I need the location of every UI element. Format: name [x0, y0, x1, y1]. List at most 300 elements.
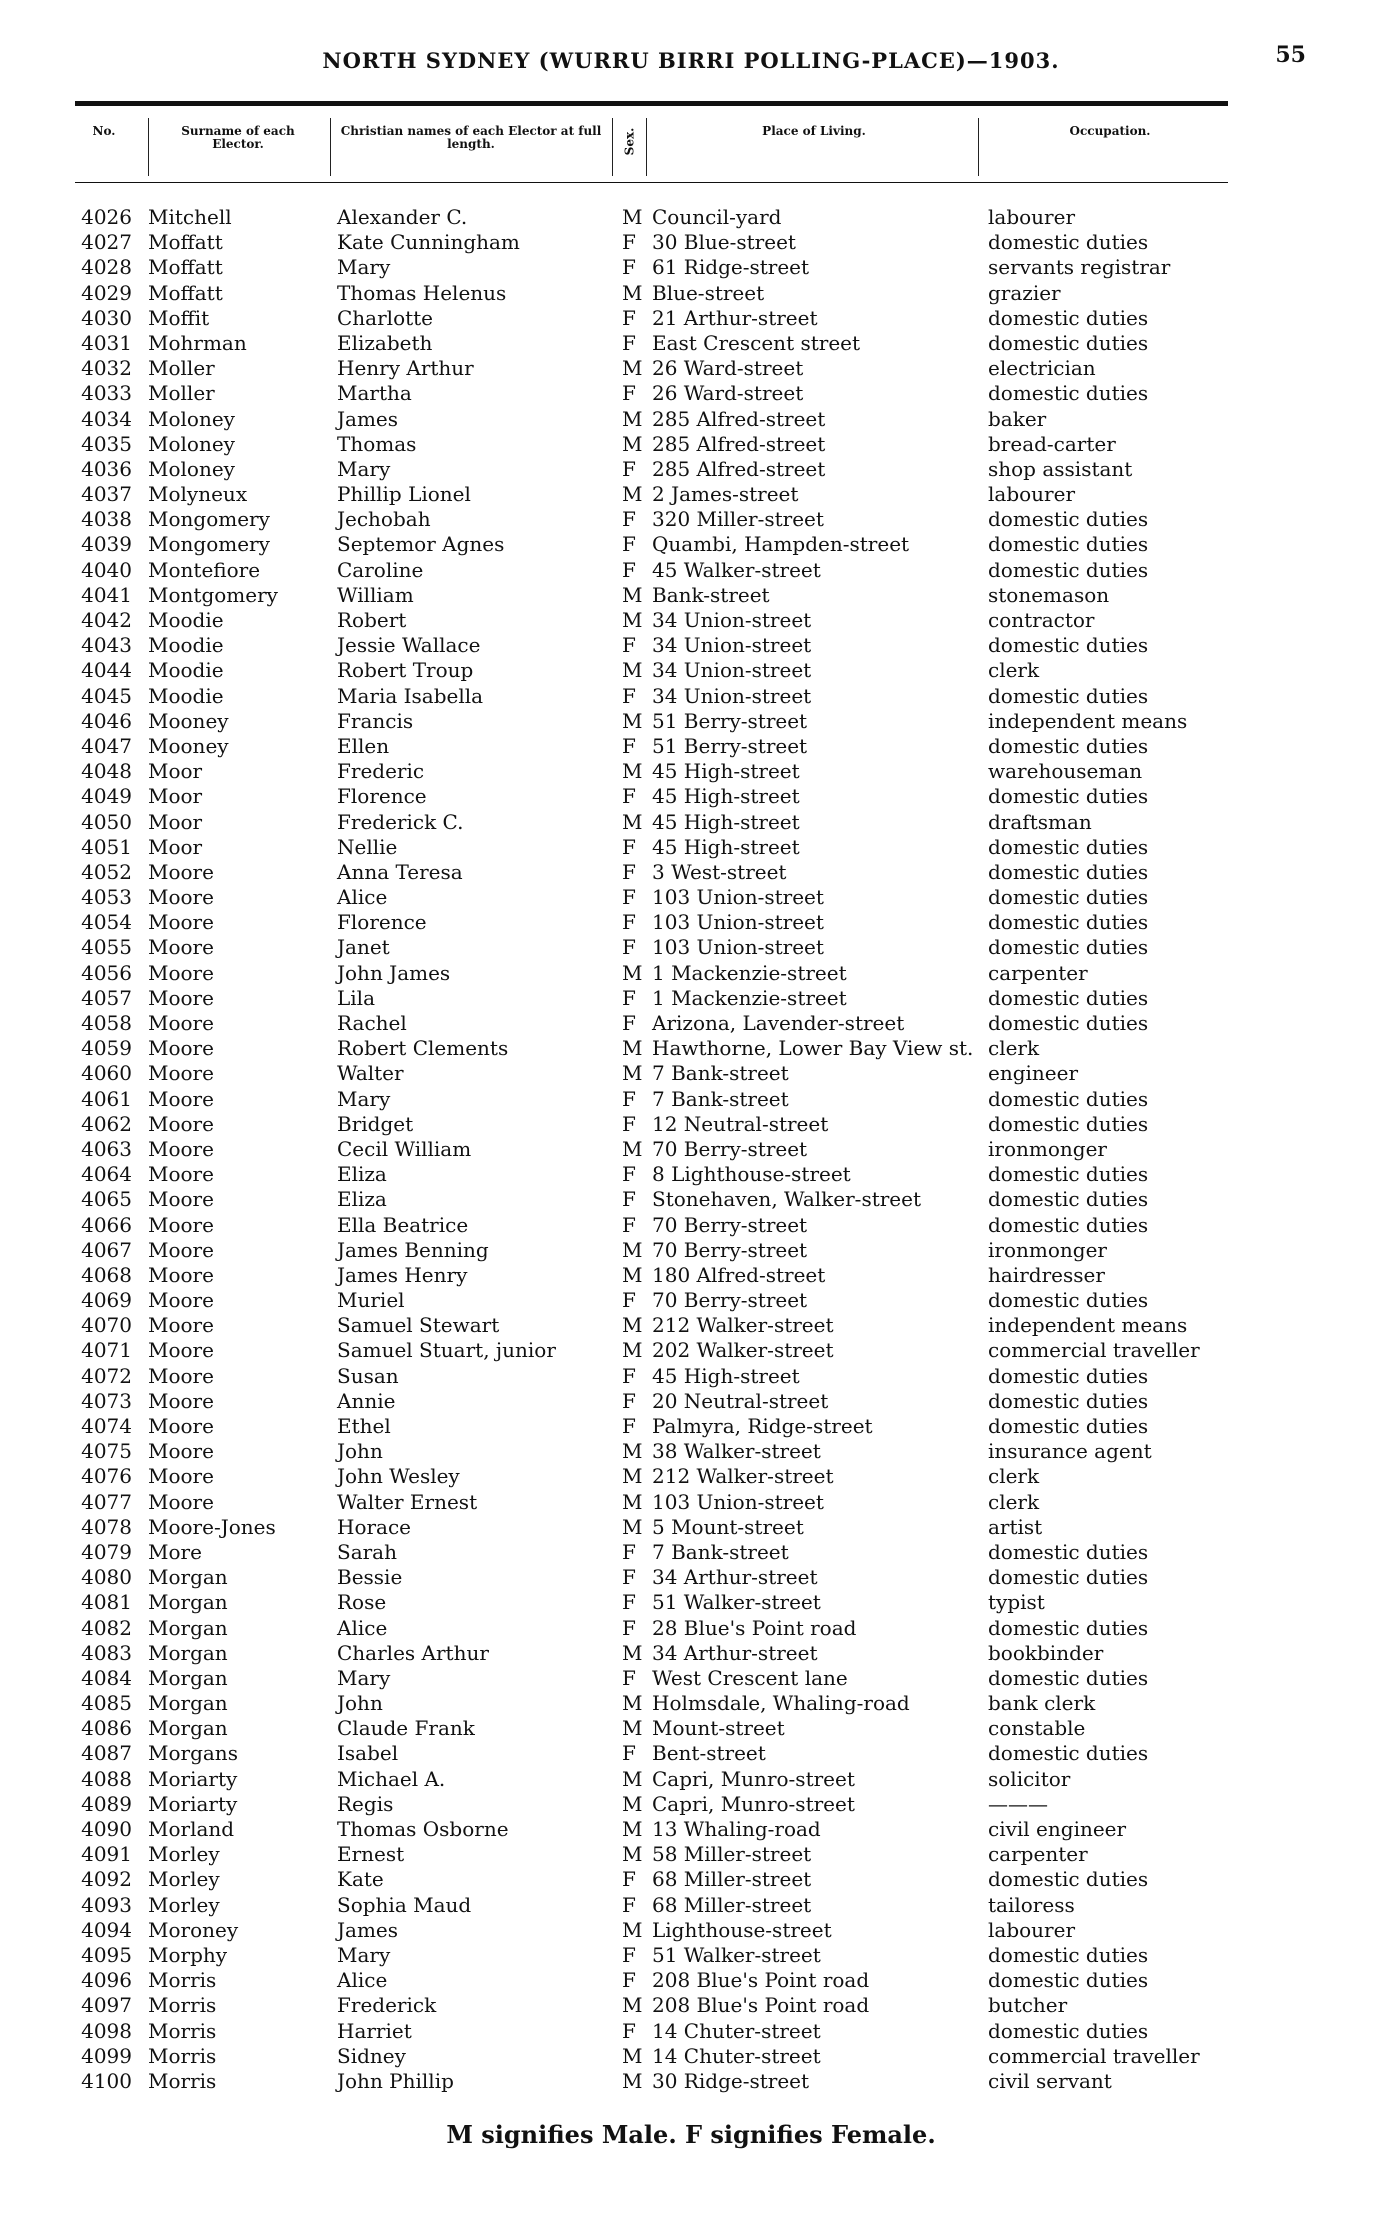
table-row: [0, 1061, 1382, 1086]
elector-number: 4058: [81, 1011, 132, 1035]
place-of-living: 20 Neutral-street: [652, 1388, 829, 1413]
table-row: [0, 1540, 1382, 1565]
elector-list: [0, 205, 1382, 2094]
surname: Moore: [148, 1363, 214, 1388]
place-of-living: 103 Union-street: [652, 1489, 824, 1514]
place-of-living: 34 Union-street: [652, 608, 812, 632]
elector-number: 4073: [81, 1388, 132, 1413]
table-row: [0, 532, 1382, 557]
place-of-living: 34 Arthur-street: [652, 1640, 818, 1665]
table-row: [0, 1716, 1382, 1741]
christian-names: Anna Teresa: [337, 859, 463, 884]
table-row: [0, 1162, 1382, 1187]
sex: F: [622, 859, 636, 884]
table-row: [0, 885, 1382, 910]
surname: Moore: [148, 1187, 214, 1212]
table-row: [0, 734, 1382, 759]
occupation: contractor: [988, 608, 1095, 632]
elector-number: 4057: [81, 985, 132, 1010]
surname: Morris: [148, 1993, 217, 2018]
elector-number: 4028: [81, 255, 132, 280]
elector-number: 4099: [81, 2043, 132, 2068]
sex: F: [622, 1162, 636, 1187]
place-of-living: 7 Bank-street: [652, 1061, 789, 1086]
surname: Mongomery: [148, 532, 270, 557]
place-of-living: 30 Ridge-street: [652, 2068, 810, 2093]
occupation: domestic duties: [988, 1212, 1149, 1237]
occupation: typist: [988, 1590, 1045, 1615]
table-row: [0, 1842, 1382, 1867]
surname: Moore: [148, 1464, 214, 1489]
table-row: [0, 1087, 1382, 1112]
table-row: [0, 457, 1382, 482]
place-of-living: 12 Neutral-street: [652, 1111, 829, 1136]
table-row: [0, 1213, 1382, 1238]
place-of-living: Stonehaven, Walker-street: [652, 1187, 922, 1212]
surname: Morley: [148, 1867, 220, 1892]
christian-names: Phillip Lionel: [337, 482, 471, 507]
sex: M: [622, 1262, 643, 1287]
elector-number: 4063: [81, 1136, 132, 1161]
christian-names: Elizabeth: [337, 330, 433, 355]
occupation: draftsman: [988, 809, 1092, 834]
christian-names: Bessie: [337, 1565, 403, 1590]
place-of-living: 68 Miller-street: [652, 1867, 812, 1892]
table-row: [0, 1464, 1382, 1489]
elector-number: 4084: [81, 1665, 132, 1690]
sex: M: [622, 582, 643, 607]
christian-names: Mary: [337, 1086, 391, 1111]
place-of-living: 70 Berry-street: [652, 1237, 808, 1262]
surname: Moore: [148, 1338, 214, 1363]
place-of-living: 26 Ward-street: [652, 356, 804, 381]
table-row: [0, 281, 1382, 306]
table-row: [0, 986, 1382, 1011]
table-row: [0, 1565, 1382, 1590]
sex: M: [622, 1842, 643, 1867]
place-of-living: Bank-street: [652, 582, 770, 607]
christian-names: Septemor Agnes: [337, 532, 505, 557]
sex: M: [622, 809, 643, 834]
christian-names: Harriet: [337, 2018, 412, 2043]
occupation: domestic duties: [988, 1288, 1149, 1313]
place-of-living: 103 Union-street: [652, 885, 824, 910]
occupation: domestic duties: [988, 230, 1149, 255]
sex: F: [622, 1288, 636, 1313]
elector-number: 4071: [81, 1338, 132, 1363]
elector-number: 4083: [81, 1640, 132, 1665]
place-of-living: 1 Mackenzie-street: [652, 985, 847, 1010]
sex: M: [622, 1993, 643, 2018]
table-row: [0, 2019, 1382, 2044]
place-of-living: 285 Alfred-street: [652, 456, 826, 481]
column-header-place: Place of Living.: [762, 124, 866, 138]
elector-number: 4026: [81, 205, 132, 229]
surname: Morris: [148, 2018, 217, 2043]
occupation: domestic duties: [988, 834, 1149, 859]
occupation: engineer: [988, 1061, 1079, 1086]
sex: M: [622, 1061, 643, 1086]
elector-number: 4086: [81, 1716, 132, 1741]
place-of-living: 45 Walker-street: [652, 557, 821, 582]
christian-names: Michael A.: [337, 1766, 446, 1791]
place-of-living: 14 Chuter-street: [652, 2043, 821, 2068]
elector-number: 4059: [81, 1036, 132, 1061]
table-row: [0, 1918, 1382, 1943]
occupation: independent means: [988, 1313, 1188, 1338]
christian-names: Eliza: [337, 1162, 387, 1187]
table-row: [0, 558, 1382, 583]
sex: F: [622, 1590, 636, 1615]
sex: M: [622, 960, 643, 985]
surname: Morgans: [148, 1741, 238, 1766]
place-of-living: 3 West-street: [652, 859, 787, 884]
table-row: [0, 2044, 1382, 2069]
table-row: [0, 1666, 1382, 1691]
elector-number: 4053: [81, 885, 132, 910]
occupation: clerk: [988, 658, 1040, 683]
sex: F: [622, 1187, 636, 1212]
occupation: domestic duties: [988, 1388, 1149, 1413]
christian-names: Kate Cunningham: [337, 230, 520, 255]
elector-number: 4100: [81, 2068, 132, 2093]
surname: Moller: [148, 381, 215, 406]
elector-number: 4095: [81, 1942, 132, 1967]
occupation: domestic duties: [988, 1363, 1149, 1388]
christian-names: Annie: [337, 1388, 396, 1413]
surname: Mooney: [148, 708, 229, 733]
christian-names: John Phillip: [337, 2068, 454, 2093]
sex: F: [622, 1363, 636, 1388]
elector-number: 4093: [81, 1892, 132, 1917]
place-of-living: 34 Arthur-street: [652, 1565, 818, 1590]
occupation: solicitor: [988, 1766, 1071, 1791]
christian-names: Martha: [337, 381, 412, 406]
sex: M: [622, 1489, 643, 1514]
christian-names: Horace: [337, 1514, 412, 1539]
sex: M: [622, 1439, 643, 1464]
sex: F: [622, 1892, 636, 1917]
table-row: [0, 1011, 1382, 1036]
column-header-occupation: Occupation.: [1069, 124, 1151, 138]
table-row: [0, 935, 1382, 960]
page-number: 55: [1275, 42, 1306, 68]
occupation: domestic duties: [988, 305, 1149, 330]
surname: Moore: [148, 1262, 214, 1287]
sex: F: [622, 633, 636, 658]
place-of-living: 34 Union-street: [652, 658, 812, 683]
place-of-living: 212 Walker-street: [652, 1313, 834, 1338]
sex: F: [622, 1086, 636, 1111]
sex: F: [622, 935, 636, 960]
sex: M: [622, 1036, 643, 1061]
place-of-living: Council-yard: [652, 205, 782, 229]
sex: M: [622, 2068, 643, 2093]
occupation: clerk: [988, 1036, 1040, 1061]
sex: F: [622, 784, 636, 809]
elector-number: 4036: [81, 456, 132, 481]
sex: F: [622, 305, 636, 330]
surname: Moore: [148, 1011, 214, 1035]
surname: Moore-Jones: [148, 1514, 276, 1539]
sex: M: [622, 1817, 643, 1841]
occupation: electrician: [988, 356, 1096, 381]
place-of-living: 34 Union-street: [652, 683, 812, 708]
elector-number: 4044: [81, 658, 132, 683]
surname: Mitchell: [148, 205, 232, 229]
table-row: [0, 230, 1382, 255]
surname: Moore: [148, 1086, 214, 1111]
table-row: [0, 784, 1382, 809]
elector-number: 4049: [81, 784, 132, 809]
christian-names: Ellen: [337, 733, 390, 758]
sex: F: [622, 255, 636, 280]
place-of-living: 14 Chuter-street: [652, 2018, 821, 2043]
sex: F: [622, 1011, 636, 1035]
occupation: domestic duties: [988, 1187, 1149, 1212]
table-row: [0, 1238, 1382, 1263]
sex: M: [622, 1691, 643, 1716]
occupation: ironmonger: [988, 1136, 1107, 1161]
table-row: [0, 1767, 1382, 1792]
christian-names: John Wesley: [337, 1464, 460, 1489]
elector-number: 4027: [81, 230, 132, 255]
place-of-living: 51 Berry-street: [652, 708, 808, 733]
christian-names: James Henry: [337, 1262, 468, 1287]
christian-names: Frederick C.: [337, 809, 464, 834]
table-row: [0, 356, 1382, 381]
surname: Moffatt: [148, 255, 223, 280]
sex: F: [622, 1388, 636, 1413]
place-of-living: Capri, Munro-street: [652, 1791, 855, 1816]
christian-names: Kate: [337, 1867, 384, 1892]
surname: Morphy: [148, 1942, 228, 1967]
table-row: [0, 658, 1382, 683]
christian-names: Florence: [337, 784, 427, 809]
occupation: domestic duties: [988, 2018, 1149, 2043]
occupation: stonemason: [988, 582, 1110, 607]
elector-number: 4055: [81, 935, 132, 960]
place-of-living: 21 Arthur-street: [652, 305, 818, 330]
place-of-living: 26 Ward-street: [652, 381, 804, 406]
sex: F: [622, 230, 636, 255]
surname: Mohrman: [148, 330, 247, 355]
table-row: [0, 1741, 1382, 1766]
christian-names: Samuel Stewart: [337, 1313, 500, 1338]
sex: F: [622, 507, 636, 532]
sex: F: [622, 910, 636, 935]
elector-number: 4068: [81, 1262, 132, 1287]
place-of-living: Quambi, Hampden-street: [652, 532, 910, 557]
sex: M: [622, 759, 643, 784]
christian-names: Claude Frank: [337, 1716, 475, 1741]
place-of-living: 7 Bank-street: [652, 1539, 789, 1564]
christian-names: Mary: [337, 1942, 391, 1967]
table-row: [0, 1817, 1382, 1842]
surname: Moore: [148, 1162, 214, 1187]
elector-number: 4098: [81, 2018, 132, 2043]
table-row: [0, 608, 1382, 633]
table-row: [0, 1137, 1382, 1162]
table-row: [0, 633, 1382, 658]
table-row: [0, 1338, 1382, 1363]
sex: M: [622, 1791, 643, 1816]
elector-number: 4048: [81, 759, 132, 784]
surname: Moriarty: [148, 1791, 238, 1816]
table-row: [0, 810, 1382, 835]
occupation: butcher: [988, 1993, 1068, 2018]
table-row: [0, 583, 1382, 608]
table-row: [0, 709, 1382, 734]
elector-number: 4042: [81, 608, 132, 632]
christian-names: Mary: [337, 1665, 391, 1690]
sex: F: [622, 1942, 636, 1967]
place-of-living: 30 Blue-street: [652, 230, 796, 255]
christian-names: Sophia Maud: [337, 1892, 472, 1917]
elector-number: 4032: [81, 356, 132, 381]
surname: Moore: [148, 1489, 214, 1514]
christian-names: Sarah: [337, 1539, 397, 1564]
table-row: [0, 860, 1382, 885]
sex: M: [622, 1338, 643, 1363]
occupation: clerk: [988, 1489, 1040, 1514]
sex: M: [622, 356, 643, 381]
occupation: warehouseman: [988, 759, 1143, 784]
table-row: [0, 482, 1382, 507]
occupation: domestic duties: [988, 885, 1149, 910]
table-row: [0, 684, 1382, 709]
christian-names: Francis: [337, 708, 414, 733]
elector-number: 4092: [81, 1867, 132, 1892]
occupation: carpenter: [988, 960, 1088, 985]
sex: F: [622, 683, 636, 708]
surname: Moore: [148, 1111, 214, 1136]
occupation: hairdresser: [988, 1262, 1105, 1287]
christian-names: Janet: [337, 935, 390, 960]
place-of-living: 285 Alfred-street: [652, 406, 826, 431]
christian-names: James: [337, 1917, 399, 1942]
elector-number: 4050: [81, 809, 132, 834]
surname: Moller: [148, 356, 215, 381]
surname: Mongomery: [148, 507, 270, 532]
christian-names: Rachel: [337, 1011, 407, 1035]
occupation: civil engineer: [988, 1817, 1127, 1841]
table-row: [0, 1414, 1382, 1439]
christian-names: James: [337, 406, 399, 431]
occupation: bank clerk: [988, 1691, 1096, 1716]
elector-number: 4043: [81, 633, 132, 658]
elector-number: 4079: [81, 1539, 132, 1564]
surname: Moore: [148, 935, 214, 960]
surname: Moodie: [148, 683, 224, 708]
surname: Mooney: [148, 733, 229, 758]
elector-number: 4054: [81, 910, 132, 935]
column-divider: [612, 118, 613, 176]
place-of-living: 2 James-street: [652, 482, 799, 507]
surname: Morland: [148, 1817, 235, 1841]
christian-names: Frederic: [337, 759, 425, 784]
surname: Moodie: [148, 633, 224, 658]
table-row: [0, 759, 1382, 784]
christian-names: Mary: [337, 255, 391, 280]
surname: Morris: [148, 2043, 217, 2068]
column-header-surname: Surname of each Elector.: [181, 124, 295, 151]
occupation: domestic duties: [988, 381, 1149, 406]
elector-number: 4051: [81, 834, 132, 859]
surname: Moore: [148, 1061, 214, 1086]
table-row: [0, 1867, 1382, 1892]
elector-number: 4087: [81, 1741, 132, 1766]
place-of-living: 8 Lighthouse-street: [652, 1162, 851, 1187]
surname: Moore: [148, 1212, 214, 1237]
sex: F: [622, 1111, 636, 1136]
surname: More: [148, 1539, 202, 1564]
occupation: commercial traveller: [988, 1338, 1200, 1363]
sex: F: [622, 2018, 636, 2043]
table-row: [0, 381, 1382, 406]
place-of-living: Mount-street: [652, 1716, 785, 1741]
place-of-living: 70 Berry-street: [652, 1136, 808, 1161]
elector-number: 4060: [81, 1061, 132, 1086]
christian-names: Regis: [337, 1791, 394, 1816]
elector-number: 4074: [81, 1414, 132, 1438]
surname: Moore: [148, 960, 214, 985]
surname: Moor: [148, 809, 203, 834]
elector-number: 4090: [81, 1817, 132, 1841]
christian-names: Isabel: [337, 1741, 399, 1766]
occupation: labourer: [988, 482, 1076, 507]
place-of-living: 61 Ridge-street: [652, 255, 810, 280]
elector-number: 4030: [81, 305, 132, 330]
sex: M: [622, 1464, 643, 1489]
table-row: [0, 331, 1382, 356]
elector-number: 4065: [81, 1187, 132, 1212]
christian-names: Robert Troup: [337, 658, 474, 683]
occupation: domestic duties: [988, 557, 1149, 582]
sex: F: [622, 733, 636, 758]
table-row: [0, 1691, 1382, 1716]
place-of-living: 34 Union-street: [652, 633, 812, 658]
table-row: [0, 1590, 1382, 1615]
christian-names: Sidney: [337, 2043, 406, 2068]
table-row: [0, 1490, 1382, 1515]
sex: M: [622, 1237, 643, 1262]
elector-number: 4052: [81, 859, 132, 884]
occupation: bread-carter: [988, 431, 1116, 456]
surname: Moriarty: [148, 1766, 238, 1791]
table-row: [0, 1187, 1382, 1212]
occupation: labourer: [988, 1917, 1076, 1942]
sex: M: [622, 608, 643, 632]
place-of-living: Blue-street: [652, 280, 765, 305]
elector-number: 4082: [81, 1615, 132, 1640]
column-header-sex: Sex.: [622, 127, 637, 156]
occupation: domestic duties: [988, 532, 1149, 557]
surname: Moffatt: [148, 230, 223, 255]
place-of-living: 58 Miller-street: [652, 1842, 812, 1867]
place-of-living: Lighthouse-street: [652, 1917, 832, 1942]
christian-names: William: [337, 582, 414, 607]
elector-number: 4085: [81, 1691, 132, 1716]
sex: M: [622, 1136, 643, 1161]
christian-names: James Benning: [337, 1237, 489, 1262]
christian-names: Susan: [337, 1363, 399, 1388]
surname: Morley: [148, 1842, 220, 1867]
christian-names: Charlotte: [337, 305, 434, 330]
sex: F: [622, 1968, 636, 1993]
christian-names: Alice: [337, 1968, 388, 1993]
elector-number: 4072: [81, 1363, 132, 1388]
